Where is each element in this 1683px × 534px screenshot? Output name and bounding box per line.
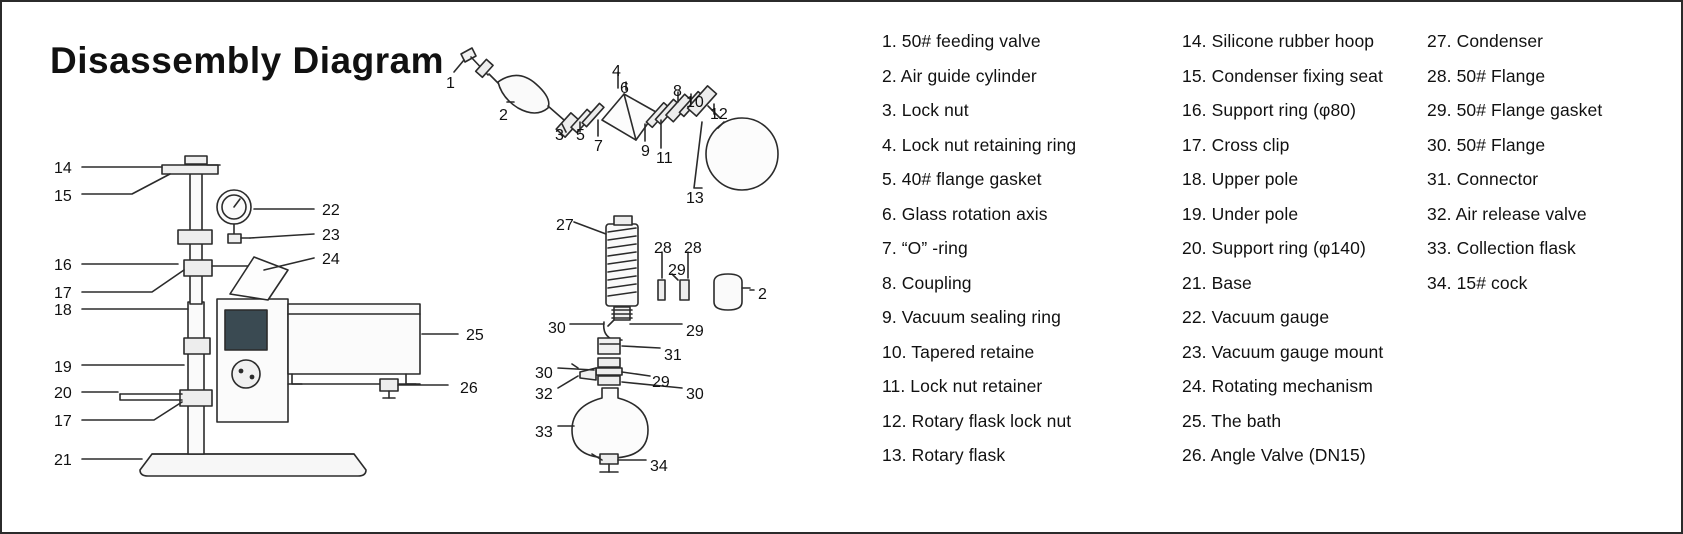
callout-15: 15 [54,188,72,205]
callout-10: 10 [686,94,704,111]
callout-7: 7 [594,138,603,155]
legend-item: 2. Air guide cylinder [882,65,1037,86]
legend-item: 24. Rotating mechanism [1182,376,1373,396]
callout-29-a: 29 [668,262,686,279]
legend-item: 4. Lock nut retaining ring [882,134,1077,155]
legend-item: 26. Angle Valve (DN15) [1182,445,1366,465]
legend-item: 23. Vacuum gauge mount [1182,341,1384,362]
legend-item: 20. Support ring (φ140) [1182,238,1366,258]
callout-22: 22 [322,202,340,219]
callout-16: 16 [54,257,72,274]
callout-26: 26 [460,380,478,397]
callout-2-mid: 2 [758,286,767,303]
legend-item: 17. Cross clip [1182,134,1290,155]
callout-21: 21 [54,452,72,469]
callout-19: 19 [54,359,72,376]
callout-23: 23 [322,227,340,244]
callout-4: 4 [612,63,621,80]
callout-33: 33 [535,424,553,441]
page-title: Disassembly Diagram [50,40,445,81]
legend-item: 3. Lock nut [882,100,969,120]
callout-32: 32 [535,386,553,403]
legend-column-2 [1182,24,1427,514]
callout-13: 13 [686,190,704,207]
legend-item: 32. Air release valve [1427,203,1587,224]
legend-item: 7. “O” -ring [882,238,968,258]
callout-6: 6 [620,80,629,97]
legend-item: 28. 50# Flange [1427,65,1546,86]
legend-item: 33. Collection flask [1427,238,1576,258]
callout-30-c: 30 [686,386,704,403]
legend-item: 30. 50# Flange [1427,134,1546,155]
callout-8: 8 [673,83,682,100]
callout-28-a: 28 [654,240,672,257]
callout-2-top: 2 [499,107,508,124]
drawing-svg [2,2,882,534]
legend-item: 27. Condenser [1427,31,1544,51]
legend-column-1 [882,24,1182,514]
callout-1: 1 [446,75,455,92]
legend-item: 13. Rotary flask [882,445,1006,465]
legend-item: 29. 50# Flange gasket [1427,100,1603,120]
callout-27: 27 [556,217,574,234]
callout-25: 25 [466,327,484,344]
legend-item: 5. 40# flange gasket [882,169,1042,189]
legend-item: 21. Base [1182,272,1252,293]
callout-30-a: 30 [548,320,566,337]
callout-31: 31 [664,347,682,364]
callout-14: 14 [54,160,72,177]
legend-item: 31. Connector [1427,169,1539,189]
callout-28-b: 28 [684,240,702,257]
callout-24: 24 [322,251,340,268]
legend-column-3 [1427,24,1672,514]
callout-5: 5 [576,127,585,144]
callout-29-b: 29 [686,323,704,340]
legend-item: 9. Vacuum sealing ring [882,307,1061,327]
legend-item: 11. Lock nut retainer [882,376,1043,396]
callout-30-b: 30 [535,365,553,382]
legend-item: 34. 15# cock [1427,272,1528,293]
callout-17-upper: 17 [54,285,72,302]
callout-20: 20 [54,385,72,402]
callout-17-lower: 17 [54,413,72,430]
callout-34: 34 [650,458,668,475]
callout-11: 11 [656,150,673,167]
callout-3: 3 [555,127,564,144]
legend-item: 22. Vacuum gauge [1182,307,1330,327]
legend-item: 19. Under pole [1182,203,1299,224]
legend-item: 25. The bath [1182,410,1282,431]
parts-legend [882,24,1672,514]
legend-item: 1. 50# feeding valve [882,31,1041,51]
legend-item: 14. Silicone rubber hoop [1182,31,1375,51]
legend-item: 15. Condenser fixing seat [1182,65,1383,86]
callout-29-c: 29 [652,374,670,391]
callout-9: 9 [641,143,650,160]
legend-item: 10. Tapered retaine [882,341,1035,362]
diagram-drawing [2,2,882,534]
legend-item: 6. Glass rotation axis [882,203,1048,224]
callout-12: 12 [710,106,728,123]
legend-item: 16. Support ring (φ80) [1182,100,1357,120]
callout-18: 18 [54,302,72,319]
legend-item: 8. Coupling [882,272,972,293]
legend-item: 18. Upper pole [1182,169,1299,189]
legend-item: 12. Rotary flask lock nut [882,410,1072,431]
